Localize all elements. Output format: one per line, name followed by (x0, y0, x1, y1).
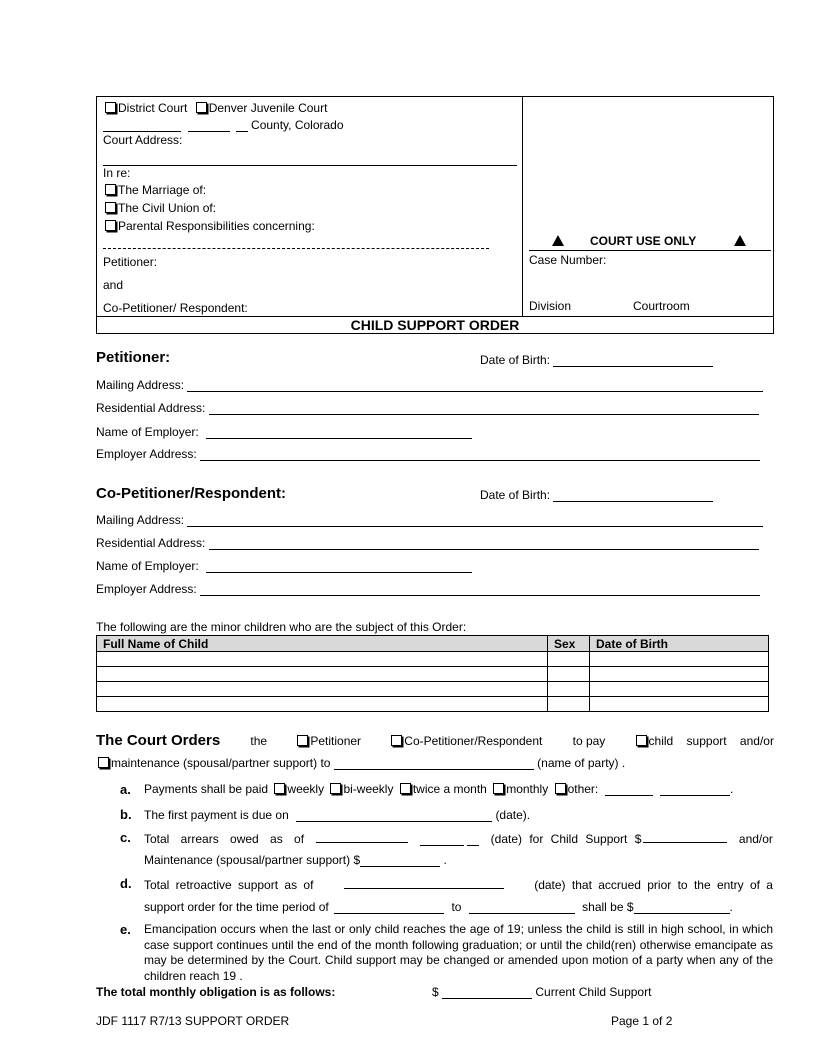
item-c-text-4: Maintenance (spousal/partner support) $ (144, 853, 361, 867)
table-row (97, 682, 769, 697)
orders-line-1 (96, 732, 774, 749)
payer-copetitioner-label: Co-Petitioner/Respondent (404, 734, 543, 748)
court-address-blank[interactable] (103, 165, 517, 166)
orders-to-pay: to pay (572, 734, 606, 748)
arrears-date-field-3[interactable] (467, 834, 479, 846)
item-d-line-2: support order for the time period of to shall be $ . (144, 900, 733, 914)
item-b-letter: b. (120, 807, 132, 822)
current-child-support-field[interactable] (442, 987, 532, 999)
header-sex: Sex (548, 636, 590, 652)
court-address-label: Court Address: (103, 133, 183, 147)
item-d-text-3: support order for the time period of (144, 900, 329, 914)
court-use-rule (529, 250, 771, 251)
header-dob: Date of Birth (590, 636, 769, 652)
caption-divider (522, 97, 523, 316)
item-a-text: Payments shall be paid (144, 782, 269, 796)
petitioner-employer-field[interactable] (206, 427, 472, 439)
item-c-text-3: and/or (738, 832, 773, 846)
court-selection (105, 101, 327, 115)
petitioner-employer-address (96, 447, 760, 461)
petitioner-residential-label: Residential Address: (96, 401, 206, 415)
respondent-residential-label: Residential Address: (96, 536, 206, 550)
respondent-heading: Co-Petitioner/Respondent: (96, 485, 286, 502)
respondent-residential-field[interactable] (209, 538, 759, 550)
footer-page-number: Page 1 of 2 (611, 1014, 673, 1028)
table-row (97, 697, 769, 712)
child-sex-cell[interactable] (548, 682, 590, 697)
respondent-employer-address-label: Employer Address: (96, 582, 197, 596)
orders-line-2 (98, 756, 625, 770)
item-b-text: The first payment is due on (144, 808, 289, 822)
child-dob-cell[interactable] (590, 667, 769, 682)
form-title: CHILD SUPPORT ORDER (350, 317, 520, 333)
footer-form-id: JDF 1117 R7/13 SUPPORT ORDER (96, 1014, 290, 1028)
total-obligation-label: The total monthly obligation is as follows: (96, 985, 336, 999)
item-e-text: Emancipation occurs when the last or only child reaches the age of 19; unless the child is still in high school, in which case support continues until the end of the month following graduation; or until the child(ren) otherwise emancipate as may be determined by the Court. Child support may be changed or amended upon motion of a party when any of the children reach 19 . (144, 922, 773, 983)
child-dob-cell[interactable] (590, 652, 769, 667)
up-triangle-icon (552, 235, 564, 249)
petitioner-mailing-label: Mailing Address: (96, 378, 185, 392)
district-court-checkbox[interactable] (105, 102, 116, 113)
child-name-cell[interactable] (97, 667, 548, 682)
item-e-letter: e. (120, 922, 131, 937)
retro-amount-field[interactable] (634, 902, 730, 914)
respondent-mailing-label: Mailing Address: (96, 513, 185, 527)
respondent-employer (96, 559, 472, 573)
respondent-mailing (96, 513, 763, 527)
parties-blank[interactable] (103, 248, 489, 249)
petitioner-heading: Petitioner: (96, 349, 171, 366)
item-d-text-2: (date) that accrued prior to the entry of a (534, 878, 773, 892)
item-c-line-2: Maintenance (spousal/partner support) $ . (144, 853, 447, 867)
arrears-date-field-2[interactable] (420, 834, 464, 846)
respondent-dob-field[interactable] (553, 490, 713, 502)
caption-box (96, 96, 774, 334)
marriage-label: The Marriage of: (118, 183, 207, 197)
respondent-dob (480, 488, 713, 502)
period-from-field[interactable] (334, 902, 444, 914)
other-field-1[interactable] (605, 784, 653, 796)
item-d-line-1 (144, 877, 773, 892)
biweekly-label: bi-weekly (343, 782, 394, 796)
name-of-party-label: (name of party) . (537, 756, 626, 770)
child-sex-cell[interactable] (548, 652, 590, 667)
item-d-text-1: Total retroactive support as of (144, 878, 314, 892)
division-label: Division (529, 299, 572, 313)
petitioner-employer-address-label: Employer Address: (96, 447, 197, 461)
in-re-label: In re: (103, 166, 131, 180)
children-intro: The following are the minor children who are the subject of this Order: (96, 620, 467, 634)
county-blank-1[interactable] (103, 120, 181, 132)
petitioner-mailing (96, 378, 763, 392)
payer-copetitioner-checkbox[interactable] (391, 735, 402, 746)
party-name-field[interactable] (334, 758, 534, 770)
table-row (97, 652, 769, 667)
item-b (144, 808, 530, 822)
child-support-arrears-field[interactable] (643, 831, 727, 843)
item-c-text-2: (date) for Child Support $ (490, 832, 642, 846)
arrears-date-field-1[interactable] (316, 831, 408, 843)
monthly-label: monthly (506, 782, 549, 796)
period-to-field[interactable] (469, 902, 575, 914)
twice-month-label: twice a month (412, 782, 487, 796)
co-petitioner-caption-label: Co-Petitioner/ Respondent: (103, 301, 248, 315)
weekly-checkbox[interactable] (274, 783, 285, 794)
biweekly-checkbox[interactable] (330, 783, 341, 794)
denver-juvenile-checkbox[interactable] (196, 102, 207, 113)
total-obligation (432, 985, 651, 999)
respondent-employer-address-field[interactable] (200, 584, 760, 596)
maintenance-arrears-field[interactable] (360, 855, 440, 867)
child-name-cell[interactable] (97, 682, 548, 697)
respondent-employer-label: Name of Employer: (96, 559, 199, 573)
civil-union-option (105, 201, 216, 215)
maintenance-checkbox[interactable] (98, 757, 109, 768)
courtroom-label: Courtroom (633, 299, 690, 313)
up-triangle-icon (734, 235, 746, 249)
other-label: other: (567, 782, 599, 796)
total-dollar-sign: $ (432, 985, 439, 999)
petitioner-employer-label: Name of Employer: (96, 425, 199, 439)
payer-petitioner-checkbox[interactable] (297, 735, 308, 746)
child-support-label: child support and/or (648, 734, 774, 748)
current-child-support-label: Current Child Support (535, 985, 652, 999)
marriage-option (105, 183, 206, 197)
monthly-checkbox[interactable] (493, 783, 504, 794)
petitioner-residential-field[interactable] (209, 403, 759, 415)
child-sex-cell[interactable] (548, 697, 590, 712)
petitioner-employer (96, 425, 472, 439)
county-blank-2[interactable] (188, 120, 230, 132)
respondent-residential (96, 536, 759, 550)
table-header-row (97, 636, 769, 652)
orders-heading: The Court Orders (96, 732, 221, 749)
other-field-2[interactable] (660, 784, 730, 796)
child-name-cell[interactable] (97, 697, 548, 712)
petitioner-dob (480, 353, 713, 367)
table-row (97, 667, 769, 682)
respondent-mailing-field[interactable] (187, 515, 763, 527)
parental-checkbox[interactable] (105, 220, 116, 231)
child-dob-cell[interactable] (590, 682, 769, 697)
orders-the: the (250, 734, 268, 748)
child-support-checkbox[interactable] (636, 735, 647, 746)
children-table (96, 635, 769, 712)
item-a-letter: a. (120, 782, 131, 797)
denver-juvenile-label: Denver Juvenile Court (208, 101, 328, 115)
civil-union-label: The Civil Union of: (118, 201, 217, 215)
payer-petitioner-label: Petitioner (310, 734, 362, 748)
marriage-checkbox[interactable] (105, 184, 116, 195)
county-blank-3[interactable] (236, 120, 248, 132)
civil-union-checkbox[interactable] (105, 202, 116, 213)
child-name-cell[interactable] (97, 652, 548, 667)
item-d-text-5: shall be $ (582, 900, 634, 914)
petitioner-employer-address-field[interactable] (200, 449, 760, 461)
respondent-employer-field[interactable] (206, 561, 472, 573)
county-label: County, Colorado (251, 118, 344, 132)
item-c-letter: c. (120, 830, 131, 845)
case-number-label: Case Number: (529, 253, 607, 267)
respondent-dob-label: Date of Birth: (480, 488, 551, 502)
petitioner-caption-label: Petitioner: (103, 255, 158, 269)
item-d-text-4: to (451, 900, 462, 914)
first-payment-date-field[interactable] (296, 810, 492, 822)
court-use-only-label: COURT USE ONLY (590, 234, 697, 248)
weekly-label: weekly (287, 782, 325, 796)
item-d-letter: d. (120, 876, 132, 891)
twice-month-checkbox[interactable] (400, 783, 411, 794)
child-sex-cell[interactable] (548, 667, 590, 682)
parental-option (105, 219, 315, 233)
county-line (103, 118, 344, 132)
petitioner-dob-field[interactable] (553, 355, 713, 367)
petitioner-residential (96, 401, 759, 415)
district-court-label: District Court (118, 101, 188, 115)
petitioner-mailing-field[interactable] (187, 380, 763, 392)
retro-date-field[interactable] (344, 877, 504, 889)
other-checkbox[interactable] (555, 783, 566, 794)
item-c-text-1: Total arrears owed as of (144, 832, 305, 846)
and-label: and (103, 278, 124, 292)
petitioner-dob-label: Date of Birth: (480, 353, 551, 367)
item-a: Payments shall be paid weekly bi-weekly twice a month monthly other: . (144, 782, 734, 796)
maintenance-label: maintenance (spousal/partner support) to (111, 756, 331, 770)
item-c-line-1 (144, 831, 773, 846)
header-full-name: Full Name of Child (97, 636, 548, 652)
child-dob-cell[interactable] (590, 697, 769, 712)
item-b-date: (date). (495, 808, 531, 822)
parental-label: Parental Responsibilities concerning: (118, 219, 315, 233)
respondent-employer-address (96, 582, 760, 596)
